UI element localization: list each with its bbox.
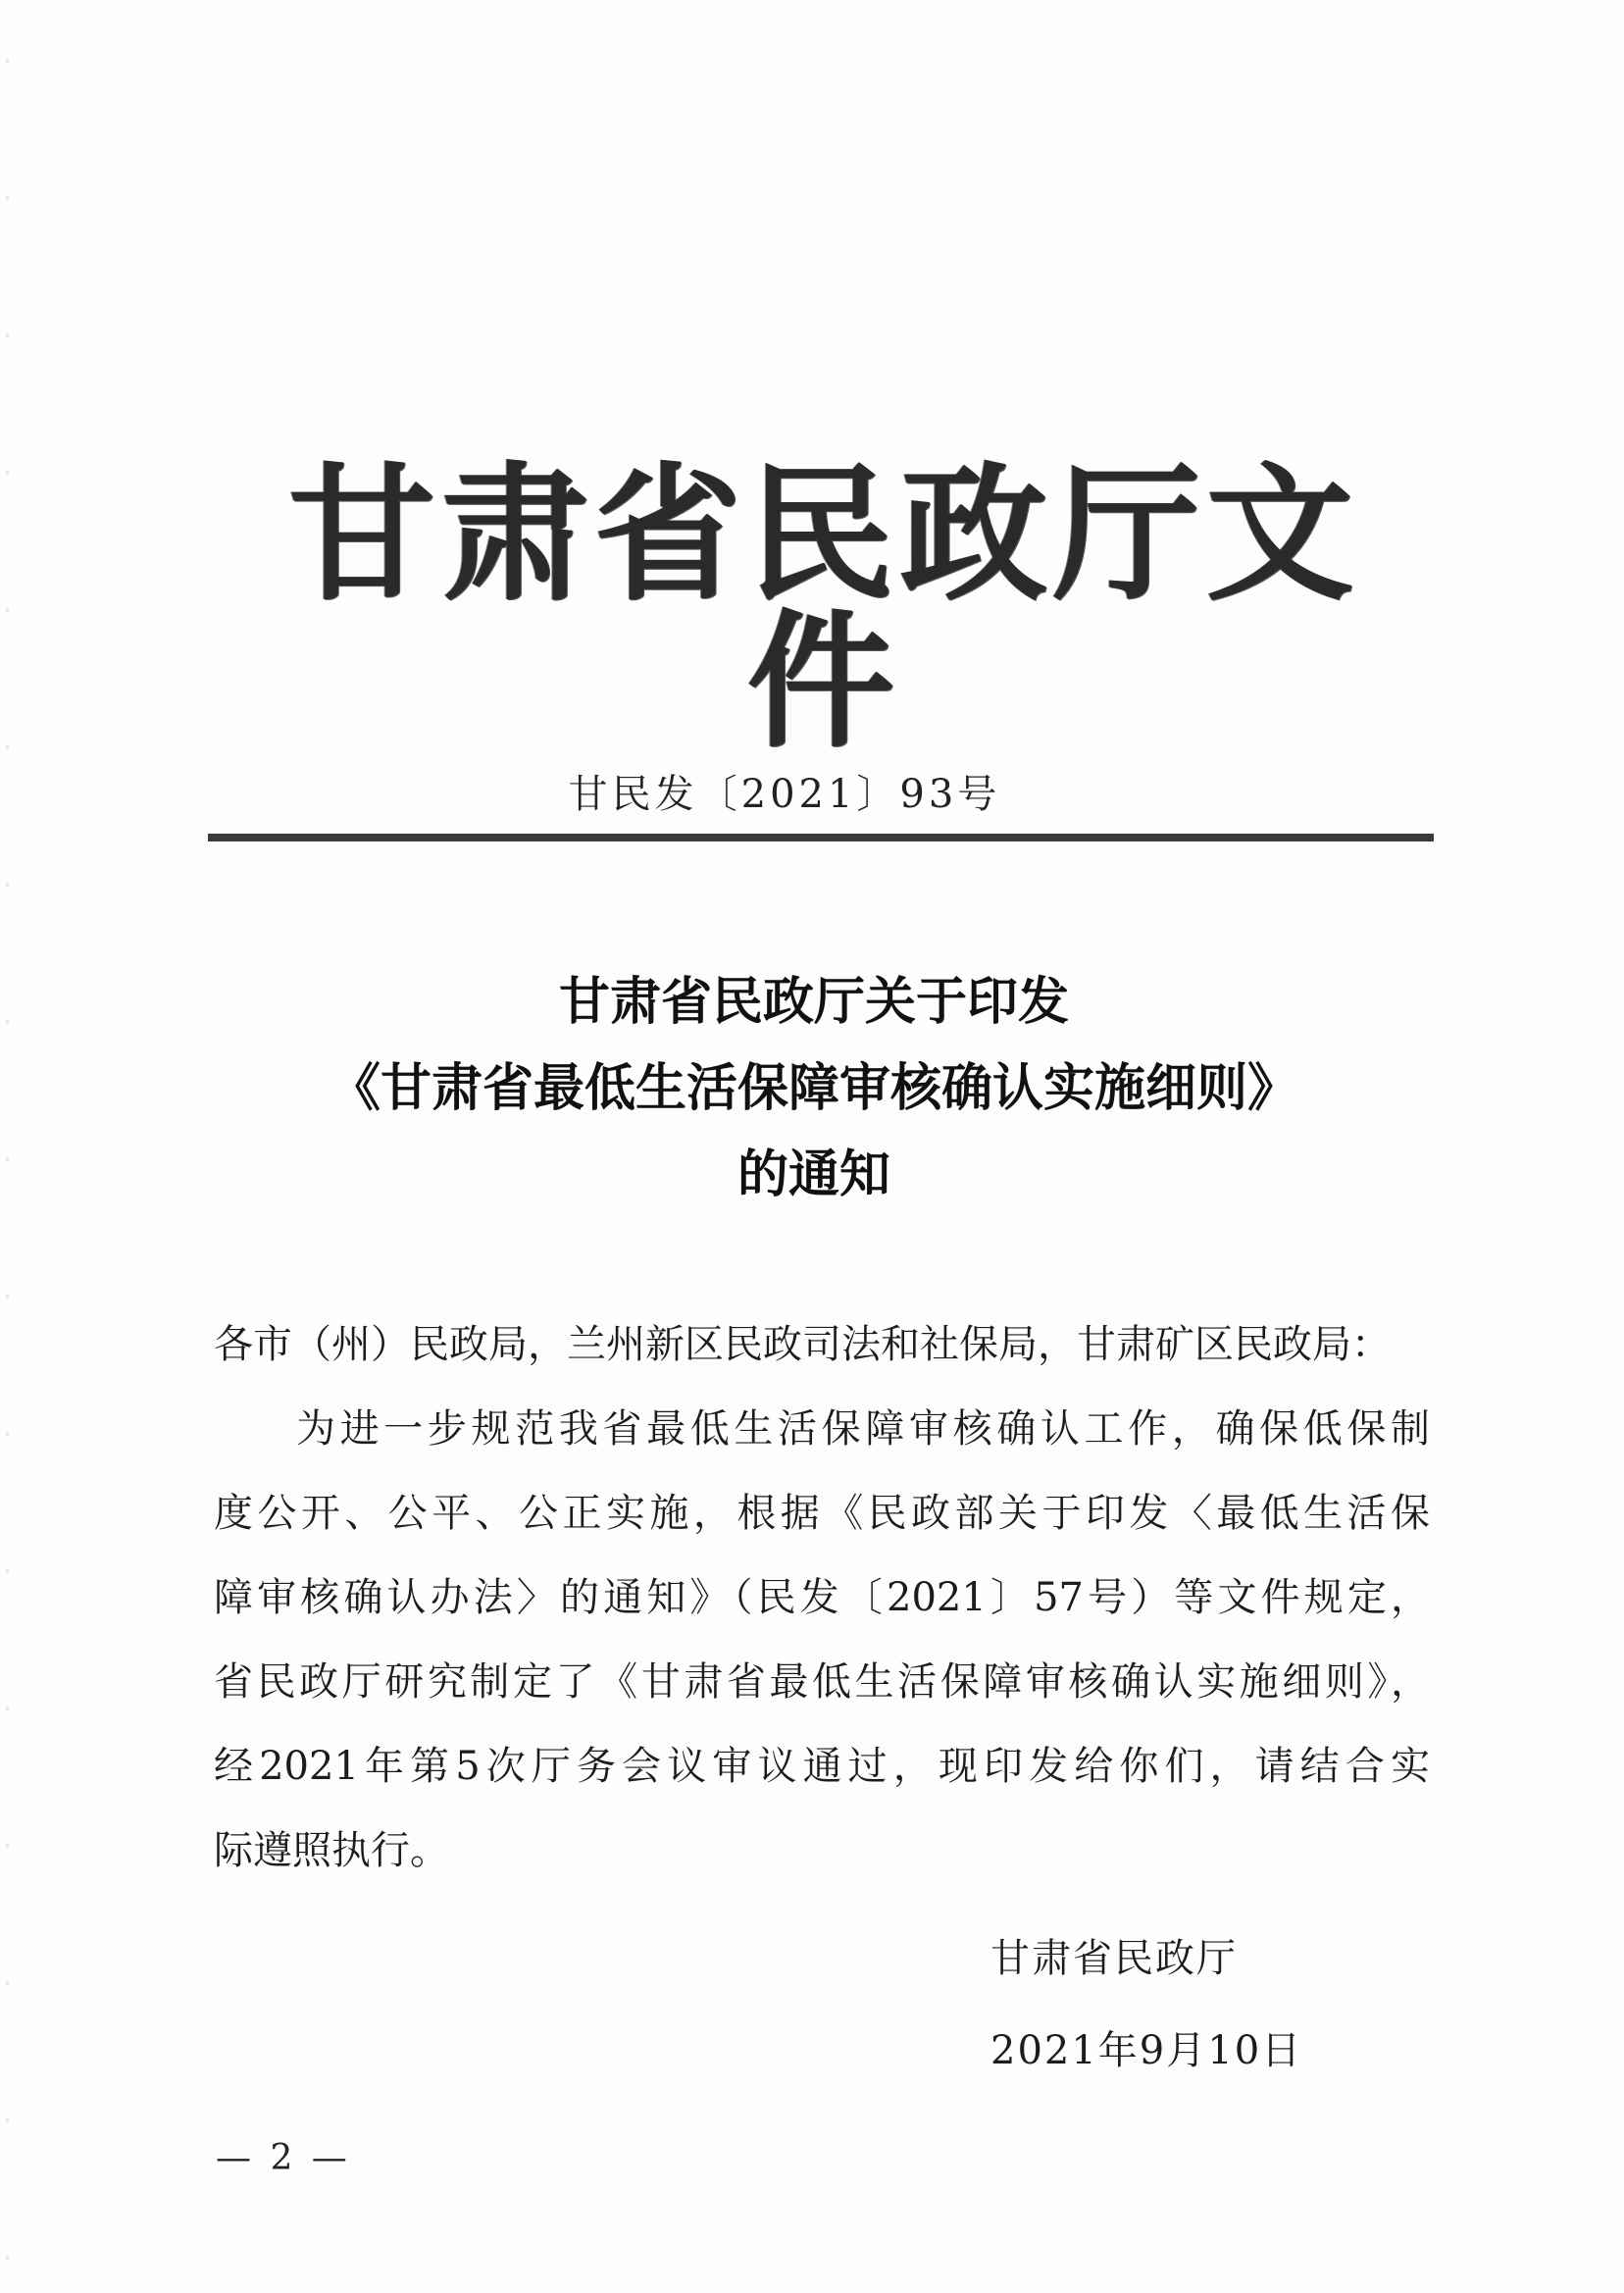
issuer-header-title: 甘肃省民政厅文件	[287, 448, 1359, 768]
signature-date: 2021年9月10日	[990, 2028, 1303, 2073]
body-line: 际遵照执行。	[214, 1828, 449, 1873]
title-line: 的通知	[736, 1146, 890, 1204]
body-line: 度公开、公平、公正实施，根据《民政部关于印发〈最低生活保	[214, 1491, 1430, 1536]
title-line: 《甘肃省最低生活保障审核确认实施细则》	[329, 1059, 1298, 1118]
body-paragraph	[214, 1387, 1430, 1893]
page-number: — 2 —	[216, 2138, 351, 2178]
body-line: 经2021年第5次厅务会议审议通过，现印发给你们，请结合实	[214, 1744, 1430, 1789]
signature-block	[990, 1912, 1402, 2097]
document-title	[196, 959, 1432, 1218]
body-line: 为进一步规范我省最低生活保障审核确认工作，确保低保制	[296, 1406, 1430, 1452]
scan-margin-artifacts	[6, 0, 9, 2293]
title-line: 甘肃省民政厅关于印发	[558, 973, 1069, 1032]
body-line: 障审核确认办法〉的通知》（民发〔2021〕57号）等文件规定，	[214, 1575, 1430, 1620]
signature-issuer: 甘肃省民政厅	[990, 1936, 1238, 1981]
header-divider-rule	[208, 834, 1434, 841]
addressee-line: 各市（州）民政局，兰州新区民政司法和社保局，甘肃矿区民政局：	[214, 1322, 1391, 1367]
body-line: 省民政厅研究制定了《甘肃省最低生活保障审核确认实施细则》，	[214, 1659, 1430, 1705]
document-number: 甘民发〔2021〕93号	[568, 772, 1001, 817]
